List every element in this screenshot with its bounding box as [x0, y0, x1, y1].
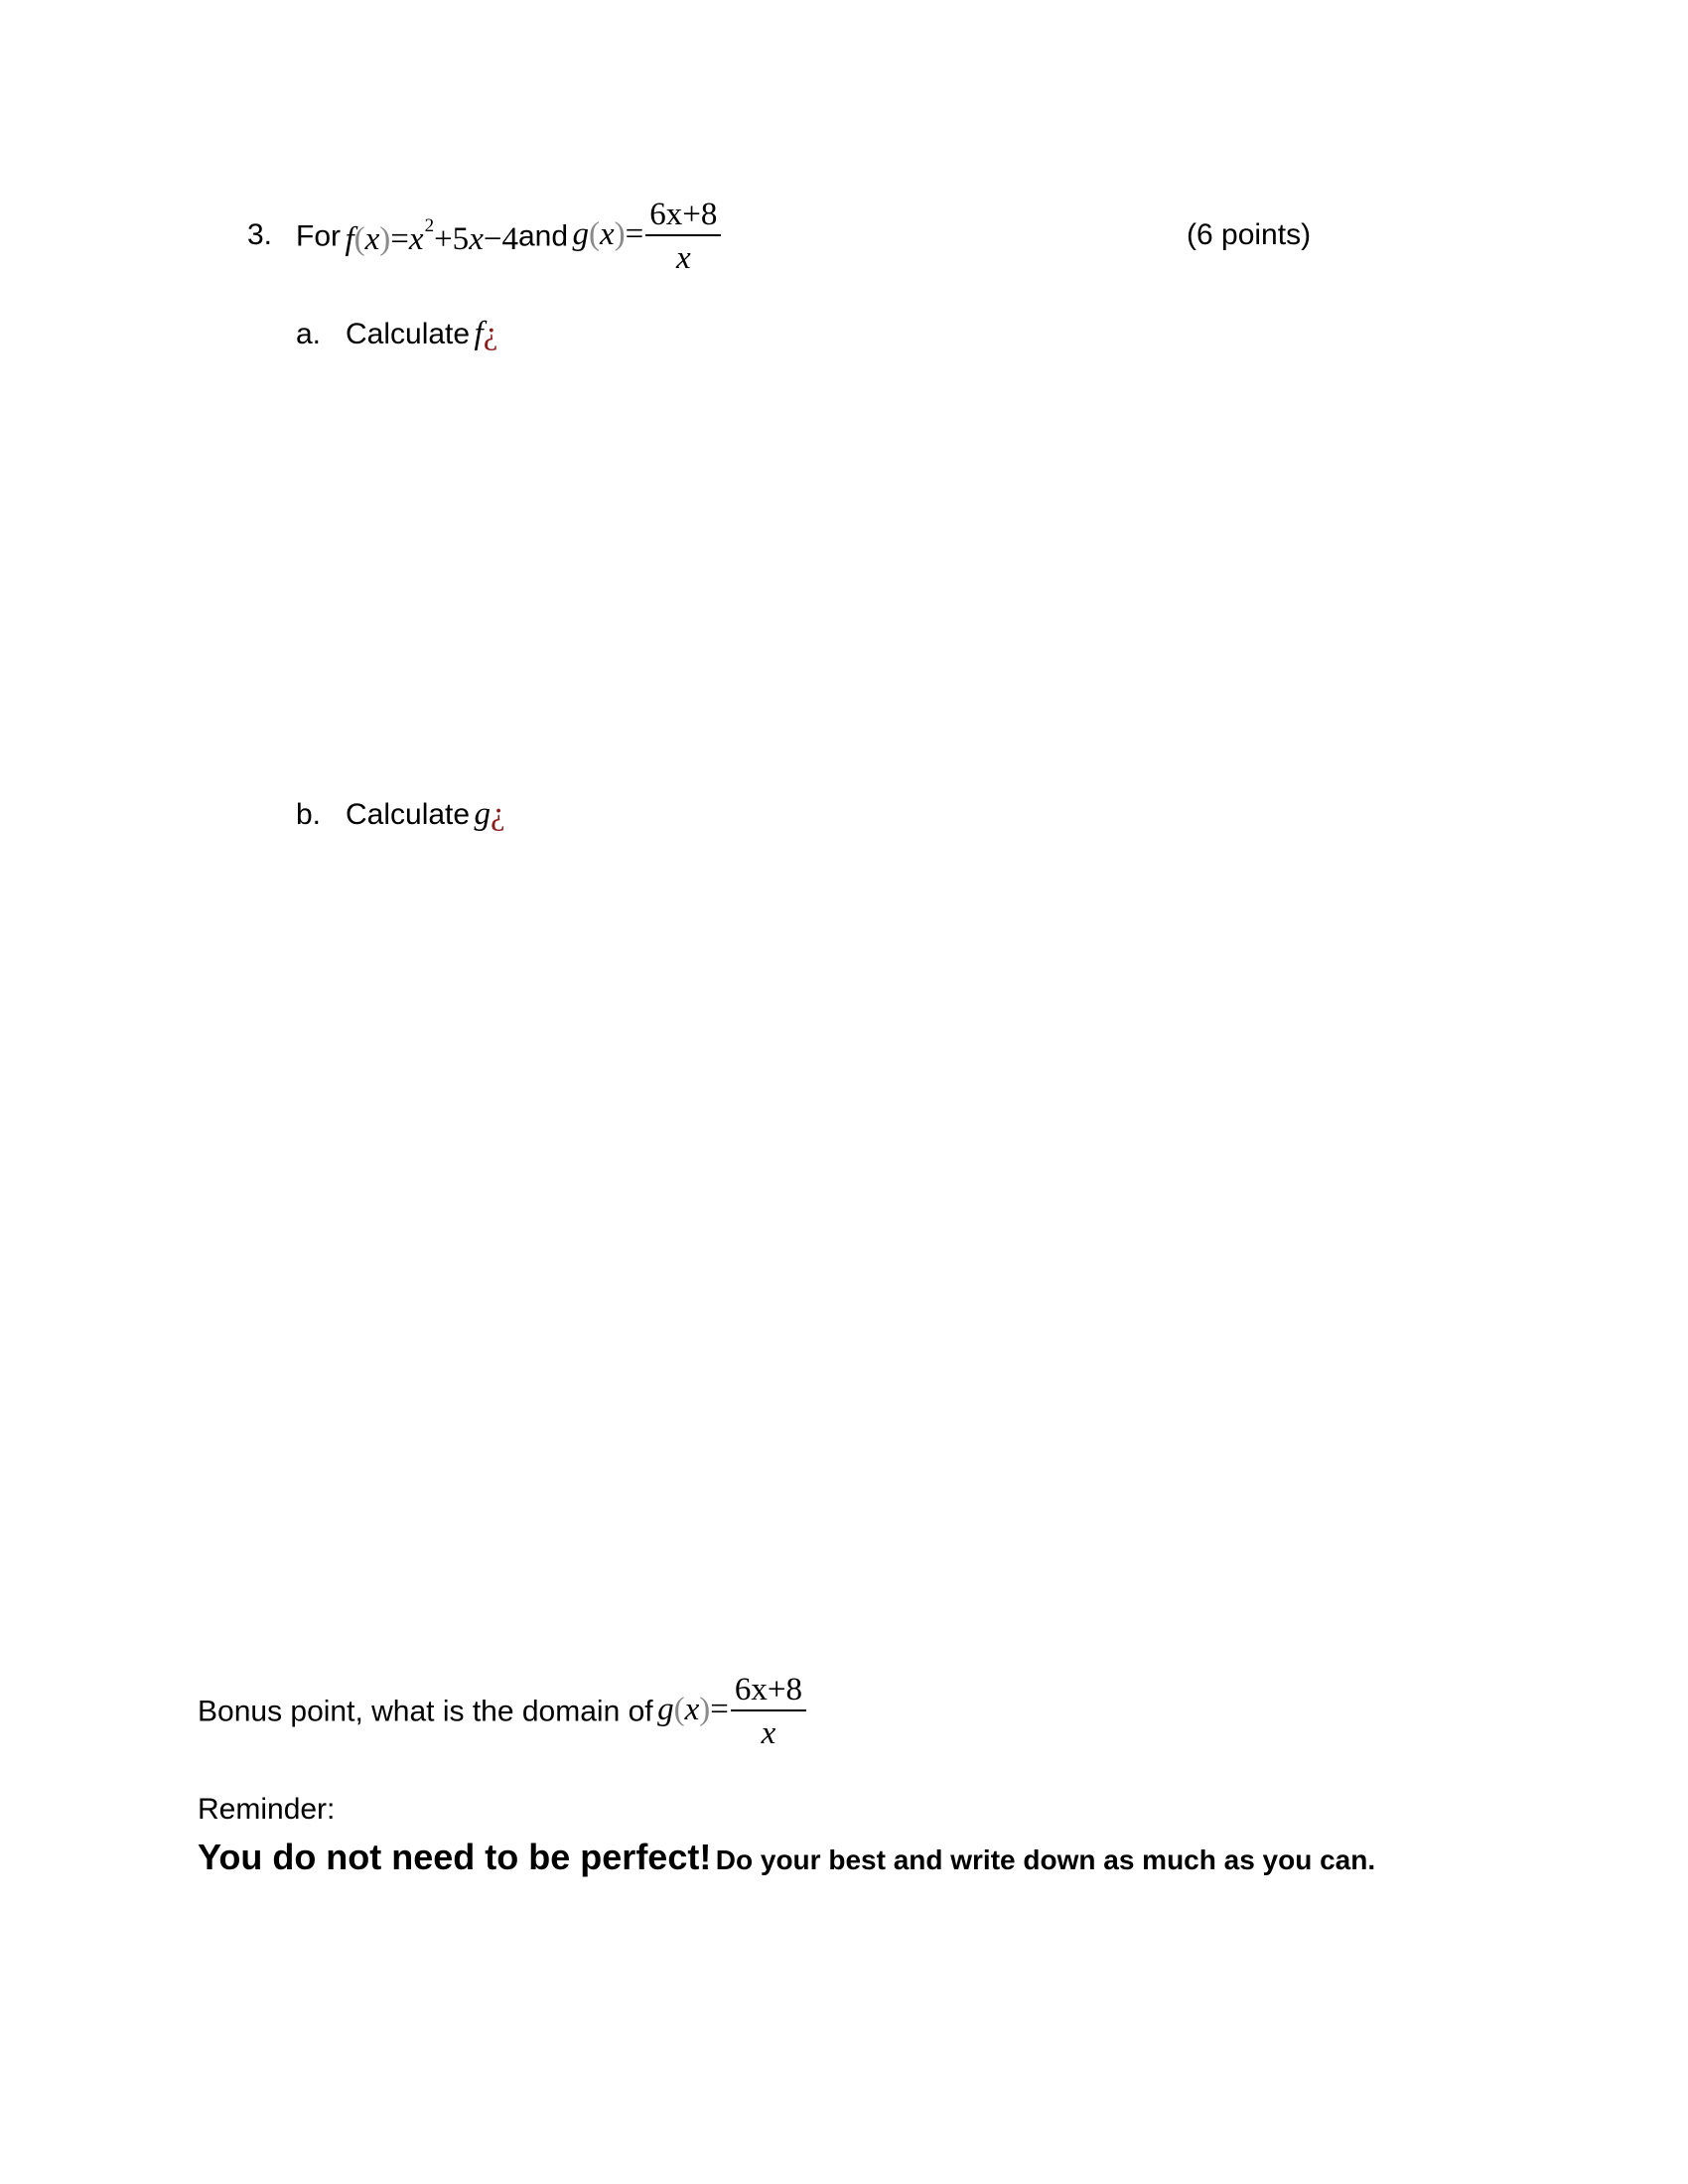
part-a-text: Calculate: [346, 318, 471, 350]
g-numerator: 6x+8: [645, 197, 721, 236]
f-rhs-exponent: 2: [424, 215, 435, 237]
question-number: 3.: [247, 218, 273, 251]
g-fraction: [645, 197, 721, 277]
f-rhs-x: x: [469, 221, 484, 258]
g-equals: =: [625, 215, 644, 252]
f-rhs-const: −4: [483, 221, 518, 258]
bonus-text: Bonus point, what is the domain of: [198, 1695, 653, 1728]
bonus-g-fraction: [731, 1672, 806, 1752]
part-b: [296, 796, 505, 833]
f-equals: =: [390, 221, 409, 258]
for-label: For: [296, 219, 341, 253]
part-a-func: f: [474, 316, 484, 351]
bonus-g-variable: x: [684, 1691, 700, 1727]
bonus-g-equals: =: [710, 1691, 729, 1727]
part-b-func: g: [474, 796, 492, 832]
bonus-g-numerator: 6x+8: [731, 1672, 806, 1711]
f-symbol: f: [345, 221, 354, 258]
question-statement: [296, 197, 723, 277]
part-b-marker: b.: [296, 798, 322, 831]
reminder-small: Do your best and write down as much as you can.: [715, 1844, 1376, 1875]
points-label: (6 points): [1187, 218, 1312, 251]
part-a-marker: a.: [296, 318, 322, 350]
bonus-g-definition: g(x)= $\frac{6x+8}{x}$: [657, 1692, 808, 1727]
reminder-label: Reminder:: [198, 1793, 336, 1826]
bonus-g-denominator: x: [761, 1715, 776, 1752]
g-denominator: x: [676, 240, 691, 277]
g-definition: g(x)= $\frac{6x+8}{x}$: [572, 216, 723, 252]
f-rhs-tail: +5: [434, 221, 470, 258]
f-variable: x: [364, 221, 380, 258]
reminder-big: You do not need to be perfect!: [198, 1837, 712, 1877]
g-symbol: g: [572, 215, 589, 252]
bonus-question: [198, 1672, 808, 1752]
part-b-text: Calculate: [346, 798, 471, 831]
reminder-message: [198, 1837, 1375, 1878]
bonus-g-symbol: g: [657, 1691, 674, 1727]
part-a: [296, 316, 497, 352]
f-rhs-base: x: [408, 221, 424, 258]
g-variable: x: [599, 215, 615, 252]
f-definition: $f(x)=x^2+5x-4$: [345, 215, 518, 258]
and-label: and: [517, 219, 569, 253]
part-a-glyph: ¿: [483, 316, 498, 351]
part-b-glyph: ¿: [491, 796, 505, 832]
